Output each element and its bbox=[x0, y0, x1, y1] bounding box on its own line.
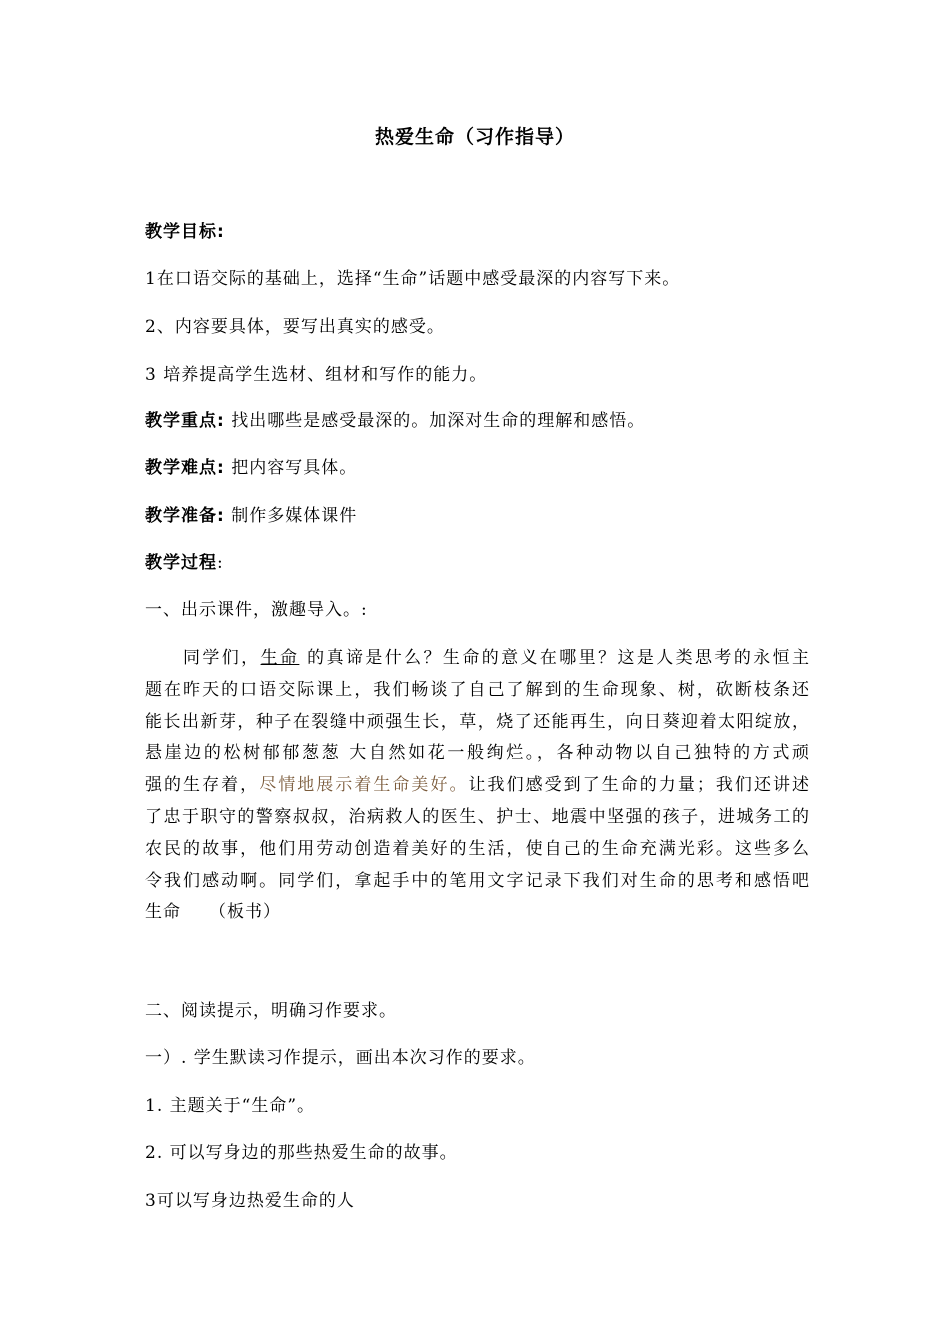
preparation-row bbox=[145, 503, 357, 529]
requirement-item: 2. 可以写身边的那些热爱生命的故事。 bbox=[145, 1143, 458, 1163]
intro-paragraph bbox=[145, 643, 810, 929]
step1-heading: 一、出示课件，激趣导入。: bbox=[145, 600, 368, 620]
key-point-text: 找出哪些是感受最深的。加深对生命的理解和感悟。 bbox=[231, 411, 646, 431]
paragraph-line: 悬崖边的松树郁郁葱葱 大自然如花一般绚烂。，各种动物以自己独特的方式顽 bbox=[145, 743, 810, 764]
paragraph-text: 让我们感受到了生命的力量；我们还讲述 bbox=[468, 775, 811, 796]
underlined-word-life: 生命 bbox=[260, 648, 300, 668]
paragraph-line: 了忠于职守的警察叔叔，治病救人的医生、护士、地震中坚强的孩子，进城务工的 bbox=[145, 806, 810, 827]
highlighted-phrase: 尽情地展示着生命美好。 bbox=[259, 775, 469, 796]
difficulty-label: 教学难点: bbox=[145, 458, 225, 478]
key-point-label: 教学重点: bbox=[145, 411, 225, 431]
step2-subheading: 一）. 学生默读习作提示，画出本次习作的要求。 bbox=[145, 1048, 536, 1068]
paragraph-line: 令我们感动啊。同学们，拿起手中的笔用文字记录下我们对生命的思考和感悟吧 bbox=[145, 870, 810, 891]
blackboard-note: （板书） bbox=[209, 902, 281, 923]
preparation-label: 教学准备: bbox=[145, 506, 225, 526]
requirement-item: 1. 主题关于“生命”。 bbox=[145, 1096, 316, 1116]
paragraph-line: 农民的故事，他们用劳动创造着美好的生活，使自己的生命充满光彩。这些多么 bbox=[145, 838, 810, 859]
paragraph-text: 强的生存着， bbox=[145, 775, 260, 796]
objectives-heading: 教学目标: bbox=[145, 222, 225, 242]
paragraph-line bbox=[145, 897, 810, 929]
objective-item: 3 培养提高学生选材、组材和写作的能力。 bbox=[145, 365, 488, 385]
paragraph-line: 能长出新芽，种子在裂缝中顽强生长，草，烧了还能再生，向日葵迎着太阳绽放， bbox=[145, 711, 810, 732]
paragraph-line bbox=[145, 770, 810, 802]
key-point-row bbox=[145, 408, 645, 434]
process-heading-colon: : bbox=[217, 553, 224, 573]
paragraph-text: 同学们， bbox=[183, 648, 261, 668]
difficulty-text: 把内容写具体。 bbox=[231, 458, 358, 478]
preparation-text: 制作多媒体课件 bbox=[231, 506, 358, 526]
blackboard-word: 生命 bbox=[145, 902, 181, 923]
paragraph-line: 题在昨天的口语交际课上，我们畅谈了自己了解到的生命现象、树，砍断枝条还 bbox=[145, 679, 810, 700]
difficulty-row bbox=[145, 455, 357, 481]
process-heading-row bbox=[145, 550, 224, 576]
requirement-item: 3可以写身边热爱生命的人 bbox=[145, 1191, 355, 1211]
paragraph-text: 的真谛是什么？生命的意义在哪里？这是人类思考的永恒主 bbox=[299, 648, 811, 668]
step2-heading: 二、阅读提示，明确习作要求。 bbox=[145, 1001, 397, 1021]
document-title: 热爱生命（习作指导） bbox=[374, 126, 575, 148]
process-heading: 教学过程 bbox=[145, 553, 217, 573]
paragraph-line bbox=[145, 643, 810, 675]
objective-item: 2、内容要具体，要写出真实的感受。 bbox=[145, 317, 445, 337]
objective-item: 1在口语交际的基础上，选择“生命”话题中感受最深的内容写下来。 bbox=[145, 269, 681, 289]
